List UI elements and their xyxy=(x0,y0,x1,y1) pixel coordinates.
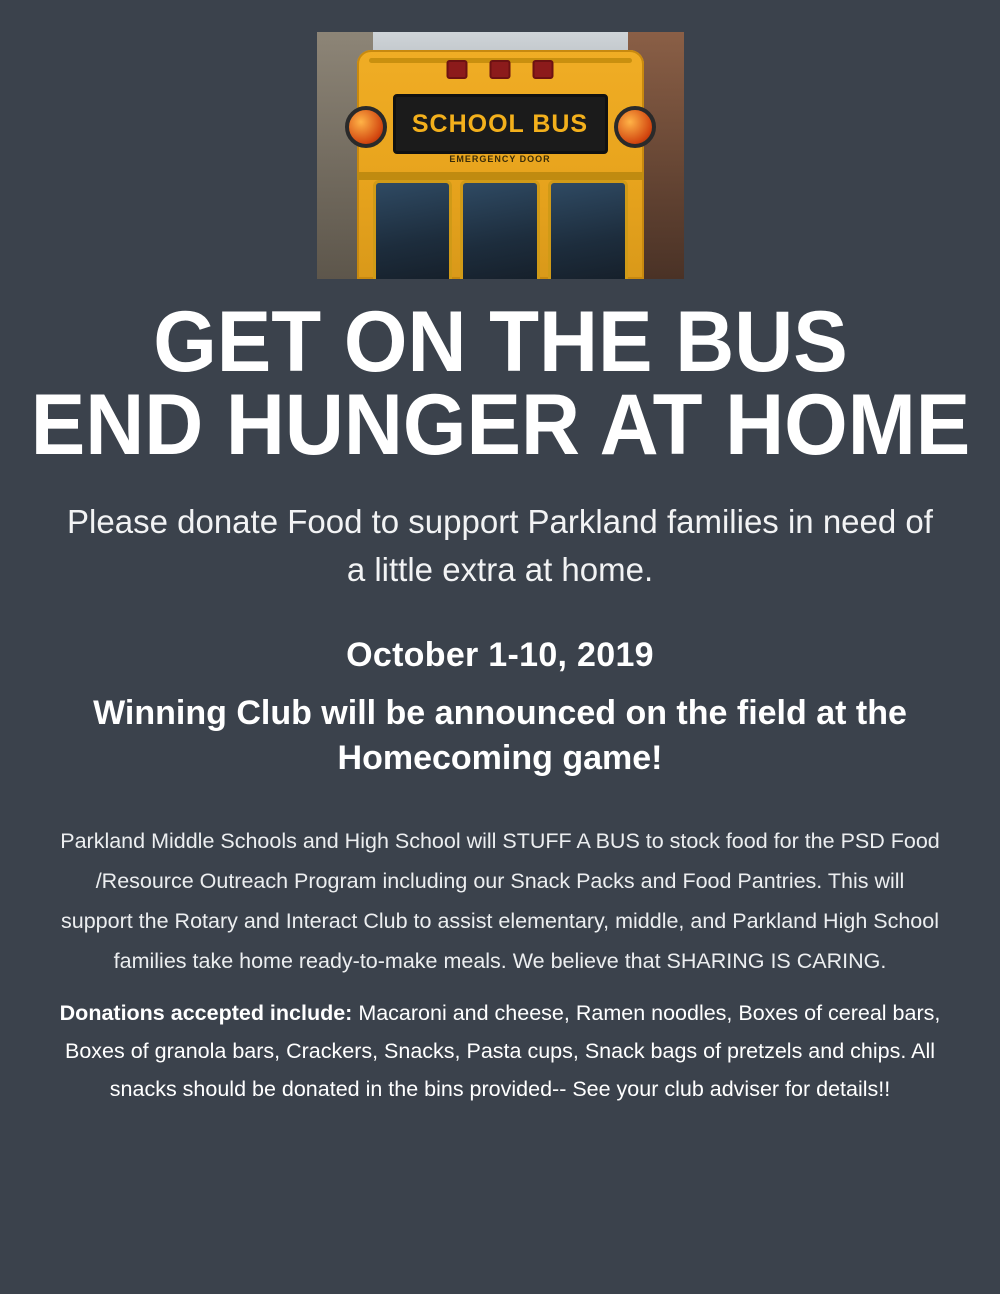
bus-rear-windows xyxy=(373,180,628,279)
bus-bumper xyxy=(357,172,644,180)
donations-label: Donations accepted include: xyxy=(59,1001,353,1026)
bus-sign xyxy=(393,94,608,154)
donations-list: Macaroni and cheese, Ramen noodles, Boxes of cereal bars, Boxes of granola bars, Crackers, Snacks, Pasta cups, Snack bags of pretzels and chips. All snacks should be donated in the bins provided-- See your club adviser for details!! xyxy=(65,1001,941,1101)
body-paragraph: Parkland Middle Schools and High School will STUFF A BUS to stock food for the PSD Food /Resource Outreach Program including our Snack Packs and Food Pantries. This will support the Rotary and Interact Club to assist elementary, middle, and Parkland High School families take home ready-to-make meals. We believe that SHARING IS CARING. xyxy=(60,829,940,973)
school-bus-photo xyxy=(317,32,684,279)
emergency-door-text: EMERGENCY DOOR xyxy=(449,154,551,164)
event-details xyxy=(70,636,930,783)
headline-line-1: GET ON THE BUS xyxy=(152,294,848,390)
donations-paragraph xyxy=(50,995,950,1108)
winner-announcement: Winning Club will be announced on the field at the Homecoming game! xyxy=(93,693,907,778)
roof-marker-lights-icon xyxy=(447,60,554,79)
bus-sign-text: SCHOOL BUS xyxy=(411,109,589,138)
right-tail-light-icon xyxy=(614,106,656,148)
headline-line-2: END HUNGER AT HOME xyxy=(30,377,970,474)
left-tail-light-icon xyxy=(345,106,387,148)
subheading: Please donate Food to support Parkland families in need of a little extra at home. xyxy=(67,502,933,588)
event-date: October 1-10, 2019 xyxy=(346,635,654,674)
page-title xyxy=(6,294,995,474)
